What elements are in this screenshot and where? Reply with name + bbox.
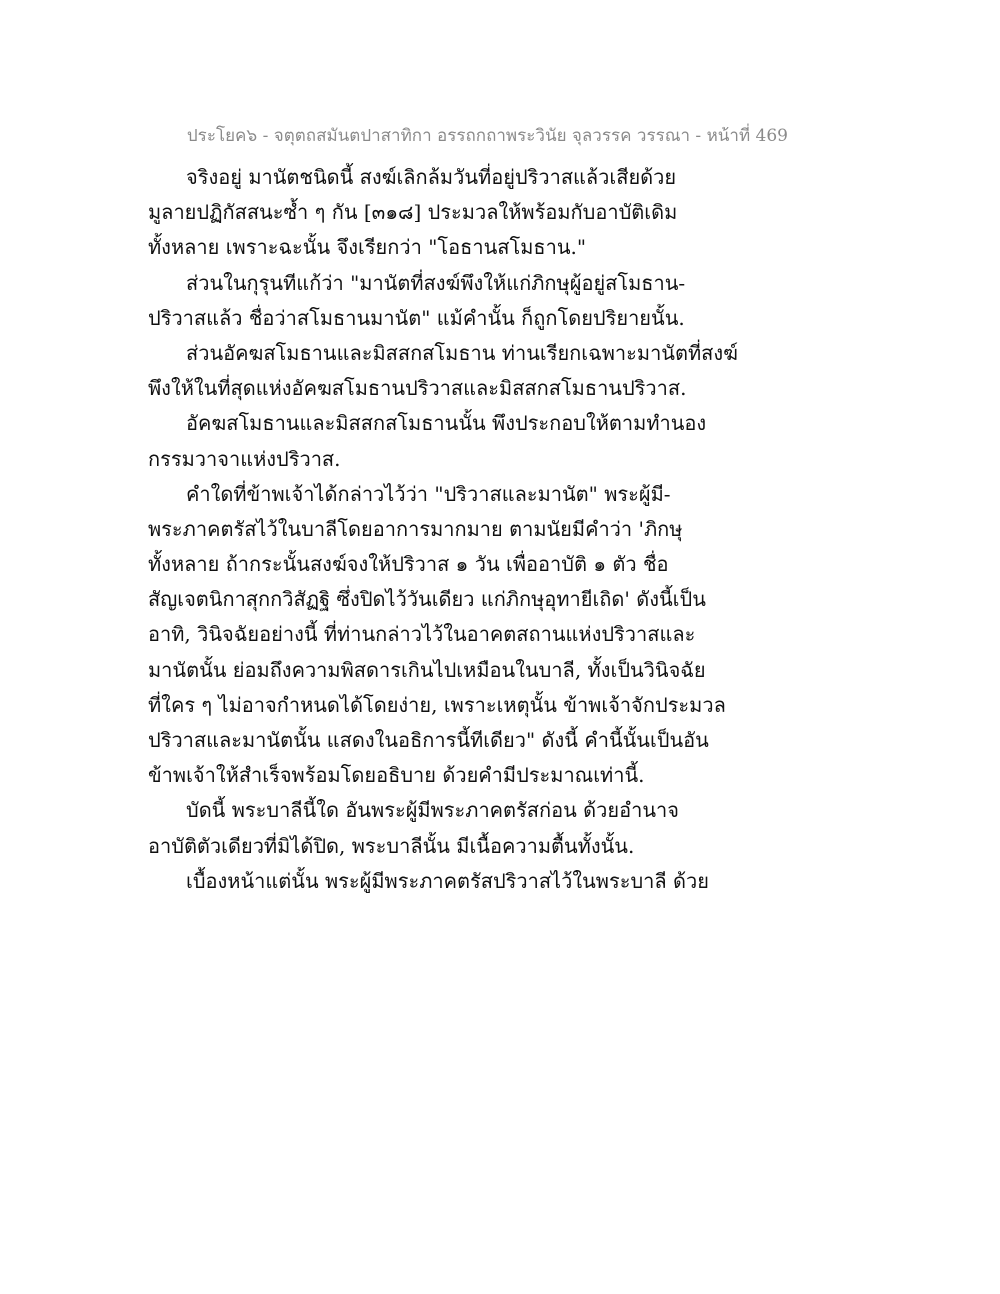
text-line: อาทิ, วินิจฉัยอย่างนี้ ที่ท่านกล่าวไว้ในอาคตสถานแห่งปริวาสและ [148,622,696,647]
text-line: ทั้งหลาย ถ้ากระนั้นสงฆ์จงให้ปริวาส ๑ วัน เพื่ออาบัติ ๑ ตัว ชื่อ [148,552,669,577]
text-line: กรรมวาจาแห่งปริวาส. [148,446,341,471]
text-line: ส่วนอัคฆสโมธานและมิสสกสโมธาน ท่านเรียกเฉพาะมานัตที่สงฆ์ [186,340,738,365]
text-line: พระภาคตรัสไว้ในบาลีโดยอาการมากมาย ตามนัยมีคำว่า 'ภิกษุ [148,516,683,541]
text-line: ที่ใคร ๆ ไม่อาจกำหนดได้โดยง่าย, เพราะเหตุนั้น ข้าพเจ้าจักประมวล [148,692,726,717]
text-line: อัคฆสโมธานและมิสสกสโมธานนั้น พึงประกอบให้ตามทำนอง [186,411,707,436]
text-line: พึงให้ในที่สุดแห่งอัคฆสโมธานปริวาสและมิสสกสโมธานปริวาส. [148,376,687,401]
text-line: ปริวาสและมานัตนั้น แสดงในอธิการนี้ทีเดียว" ดังนี้ คำนี้นั้นเป็นอัน [148,728,709,752]
text-line: มานัตนั้น ย่อมถึงความพิสดารเกินไปเหมือนในบาลี, ทั้งเป็นวินิจฉัย [148,657,706,682]
text-line: จริงอยู่ มานัตชนิดนี้ สงฆ์เลิกล้มวันที่อยู่ปริวาสแล้วเสียด้วย [186,165,677,189]
text-line: ข้าพเจ้าให้สำเร็จพร้อมโดยอธิบาย ด้วยคำมีประมาณเท่านี้. [148,763,645,788]
running-header: ประโยค๖ - จตุตถสมันตปาสาทิกา อรรถกถาพระวินัย จุลวรรค วรรณา - หน้าที่ 469 [186,126,788,146]
text-line: สัญเจตนิกาสุกกวิสัฏฐิ ซึ่งปิดไว้วันเดียว แก่ภิกษุอุทายีเถิด' ดังนี้เป็น [148,587,706,612]
text-line: บัดนี้ พระบาลีนี้ใด อันพระผู้มีพระภาคตรัสก่อน ด้วยอำนาจ [186,798,679,823]
text-line: คำใดที่ข้าพเจ้าได้กล่าวไว้ว่า "ปริวาสและมานัต" พระผู้มี- [186,481,671,506]
text-line: เบื้องหน้าแต่นั้น พระผู้มีพระภาคตรัสปริวาสไว้ในพระบาลี ด้วย [186,868,709,893]
text-line: ส่วนในกุรุนทีแก้ว่า "มานัตที่สงฆ์พึงให้แก่ภิกษุผู้อยู่สโมธาน- [186,270,686,295]
text-line: อาบัติตัวเดียวที่มิได้ปิด, พระบาลีนั้น มีเนื้อความตื้นทั้งนั้น. [148,833,635,858]
body-text [148,160,748,899]
text-line: ทั้งหลาย เพราะฉะนั้น จึงเรียกว่า "โอธานสโมธาน." [148,235,587,260]
text-line: ปริวาสแล้ว ชื่อว่าสโมธานมานัต" แม้คำนั้น ก็ถูกโดยปริยายนั้น. [148,305,685,330]
text-line: มูลายปฏิกัสสนะซ้ำ ๆ กัน [๓๑๘] ประมวลให้พร้อมกับอาบัติเดิม [148,200,678,225]
